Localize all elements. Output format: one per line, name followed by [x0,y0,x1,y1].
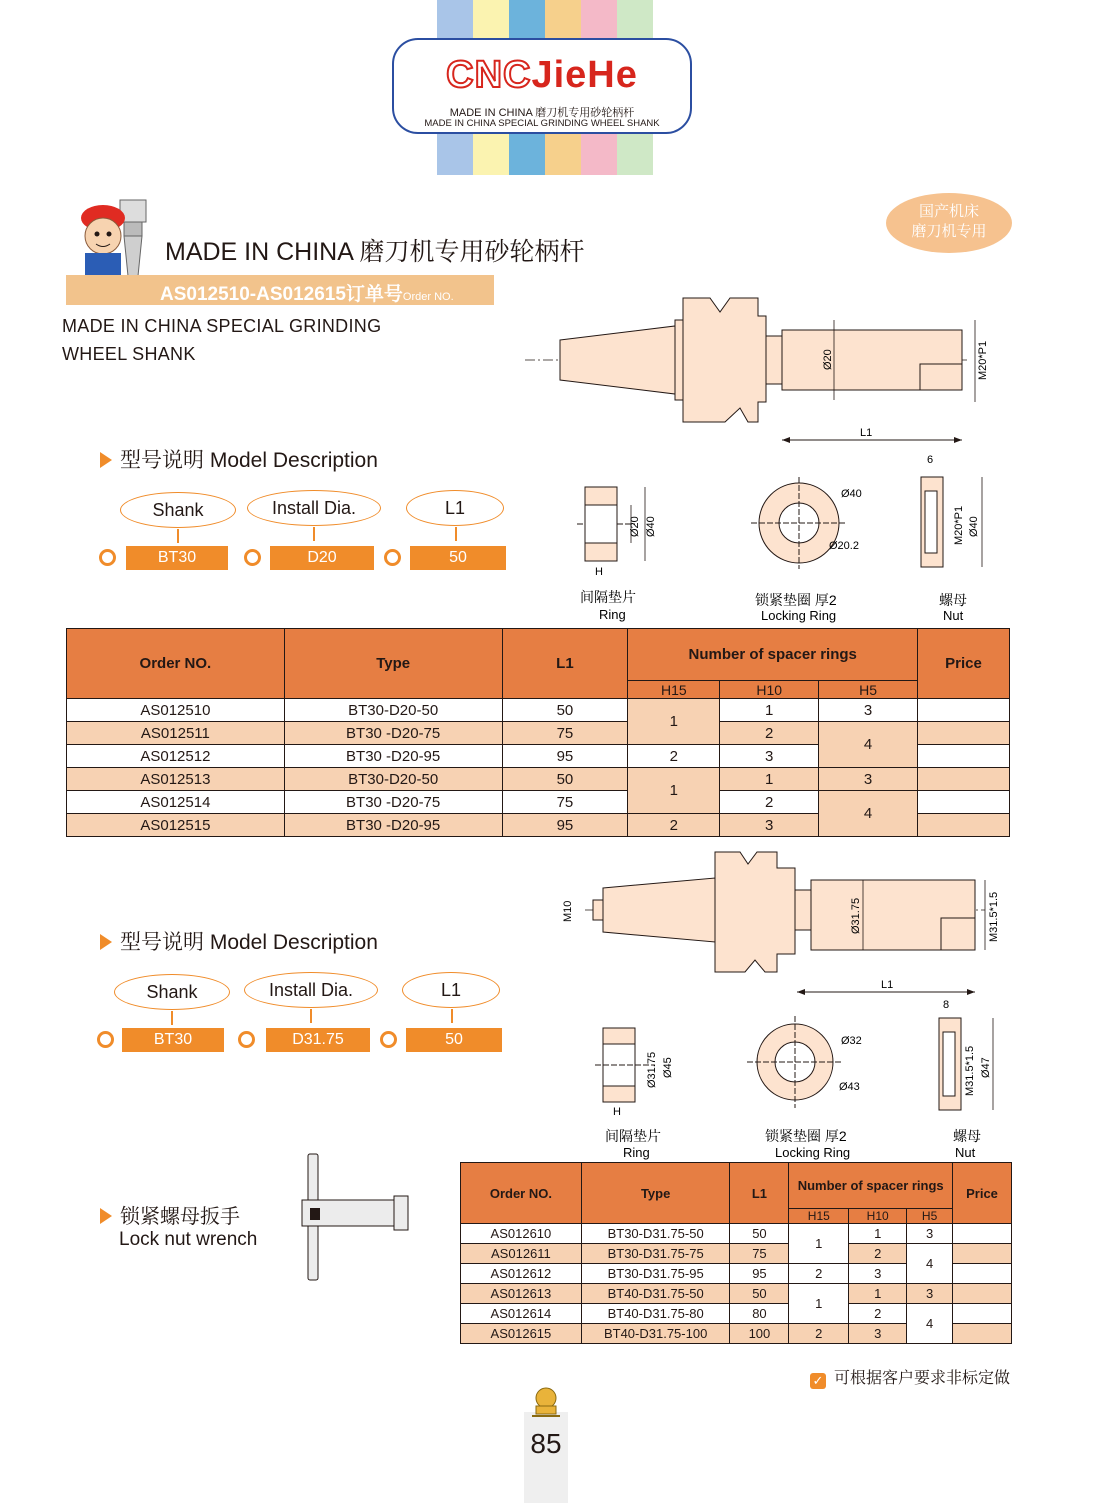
cell-order: AS012613 [461,1284,582,1304]
cell-order: AS012514 [67,791,285,814]
value-install-dia: D31.75 [266,1028,370,1052]
lock-label-cn: 锁紧垫圈 厚2 [765,1128,847,1144]
bullet-dot-icon [244,549,261,566]
cell-l1: 75 [502,722,628,745]
cell-price [953,1324,1012,1344]
cell-price [953,1264,1012,1284]
spec-table-d20 [66,628,1010,837]
cell-price [918,699,1010,722]
dim-lock-d40: Ø40 [841,488,862,500]
model-description-heading [100,444,378,474]
order-range-suffix: Order NO. [402,291,454,303]
bullet-dot-icon [238,1031,255,1048]
cell-h10: 1 [849,1284,907,1304]
value-l1: 50 [406,1028,502,1052]
table-row [67,722,1010,745]
cell-h5: 3 [907,1284,953,1304]
bullet-dot-icon [99,549,116,566]
nut-label-en: Nut [943,608,964,623]
value-l1: 50 [410,546,506,570]
cell-l1: 50 [730,1224,789,1244]
col-type: Type [284,629,502,699]
dim-l1: L1 [881,979,894,991]
cell-h10: 3 [720,745,819,768]
cell-type: BT30-D31.75-50 [581,1224,730,1244]
ring-label-cn: 间隔垫片 [605,1128,661,1144]
cell-h10: 1 [720,768,819,791]
cell-h10: 1 [720,699,819,722]
dim-lock-d202: Ø20.2 [829,540,859,552]
dim-ring-d45: Ø45 [662,1057,674,1078]
brand-logo [392,38,692,134]
cell-order: AS012511 [67,722,285,745]
nut-label-cn: 螺母 [939,592,967,608]
nut-label-cn: 螺母 [953,1128,981,1144]
lock-label-cn: 锁紧垫圈 厚2 [755,592,837,608]
cell-l1: 95 [502,814,628,837]
cell-h10: 2 [720,722,819,745]
col-order: Order NO. [461,1163,582,1224]
custom-order-note [810,1365,1010,1389]
dim-d20: Ø20 [822,349,834,370]
cell-h5: 4 [907,1244,953,1284]
dim-m20: M20*P1 [977,340,989,380]
cell-l1: 80 [730,1304,789,1324]
label-install-dia: Install Dia. [244,972,378,1008]
cell-type: BT40-D31.75-50 [581,1284,730,1304]
dim-nut-6: 6 [927,455,934,466]
brand-jiehe: JieHe [531,54,638,96]
cell-l1: 75 [502,791,628,814]
col-h10: H10 [849,1209,907,1224]
lock-label-en: Locking Ring [775,1145,851,1160]
brand-cnc: CNC [446,54,532,96]
cell-type: BT30 -D20-75 [284,791,502,814]
cell-order: AS012611 [461,1244,582,1264]
cell-l1: 75 [730,1244,789,1264]
cell-h15: 2 [628,745,720,768]
value-shank: BT30 [126,546,228,570]
shank-drawing-d20 [520,290,1000,450]
badge-line: 国产机床 [918,203,979,220]
label-l1: L1 [406,490,504,526]
triangle-bullet-icon [100,452,112,468]
col-price: Price [953,1163,1012,1224]
cell-type: BT30 -D20-95 [284,745,502,768]
triangle-bullet-icon [100,934,112,950]
cell-l1: 50 [730,1284,789,1304]
model-description-heading [100,926,378,956]
dim-nut-d40: Ø40 [968,516,980,537]
bullet-dot-icon [384,549,401,566]
value-shank: BT30 [122,1028,224,1052]
cell-type: BT30-D31.75-75 [581,1244,730,1264]
cell-h10: 2 [849,1304,907,1324]
cell-order: AS012615 [461,1324,582,1344]
model-description-text: 型号说明 Model Description [120,449,378,472]
cell-h15: 1 [628,768,720,814]
cell-price [918,791,1010,814]
cell-price [918,768,1010,791]
cell-type: BT30 -D20-75 [284,722,502,745]
connector [310,1009,312,1023]
cell-h10: 2 [849,1244,907,1264]
connector [313,527,315,541]
ring-label-en: Ring [623,1145,650,1160]
cell-price [918,814,1010,837]
accessory-drawings-1 [575,455,995,625]
cell-order: AS012510 [67,699,285,722]
cell-h15: 2 [628,814,720,837]
cell-h15: 2 [789,1324,849,1344]
badge-line: 磨刀机专用 [911,223,987,240]
cell-type: BT30-D20-50 [284,699,502,722]
dim-nut-d47: Ø47 [980,1057,992,1078]
connector [451,1009,453,1023]
cell-h10: 3 [849,1324,907,1344]
shank-drawing-d3175 [555,850,1035,1000]
accessory-drawings-2 [595,998,1005,1163]
ring-label-en: Ring [599,607,626,622]
order-range [160,279,454,306]
table-row [67,791,1010,814]
product-subtitle-line: WHEEL SHANK [62,344,196,364]
cell-h10: 3 [849,1264,907,1284]
dim-d3175: Ø31.75 [850,897,862,934]
col-type: Type [581,1163,730,1224]
table-row [461,1244,1012,1264]
custom-order-note-text: 可根据客户要求非标定做 [833,1370,1010,1387]
bullet-dot-icon [97,1031,114,1048]
dim-nut-m20: M20*P1 [953,505,965,545]
model-description-text: 型号说明 Model Description [120,931,378,954]
dim-ring-d40: Ø40 [645,516,657,537]
brand-subtitle-cn: MADE IN CHINA 磨刀机专用砂轮柄杆 [449,107,635,119]
wrench-icon [290,1150,420,1285]
cell-h5: 4 [819,791,918,837]
col-spacer: Number of spacer rings [789,1163,953,1209]
label-l1: L1 [402,972,500,1008]
domestic-badge [886,193,1012,253]
page-title: MADE IN CHINA 磨刀机专用砂轮柄杆 [165,238,585,266]
table-row [67,768,1010,791]
cell-order: AS012614 [461,1304,582,1324]
cell-h15: 2 [789,1264,849,1284]
cell-order: AS012612 [461,1264,582,1284]
wrench-heading [100,1200,240,1229]
wrench-label-cn: 锁紧螺母扳手 [120,1206,240,1228]
col-h10: H10 [720,681,819,699]
cell-price [953,1284,1012,1304]
cell-h15: 1 [789,1284,849,1324]
wrench-label-en: Lock nut wrench [119,1229,258,1250]
cell-l1: 100 [730,1324,789,1344]
cell-price [953,1224,1012,1244]
cell-h15: 1 [628,699,720,745]
order-range-text: AS012510-AS012615订单号 [160,284,403,305]
cell-type: BT30-D31.75-95 [581,1264,730,1284]
cell-type: BT30-D20-50 [284,768,502,791]
dim-ring-h: H [613,1106,621,1118]
cell-price [953,1304,1012,1324]
cell-price [918,745,1010,768]
cell-h10: 2 [720,791,819,814]
cell-price [918,722,1010,745]
bullet-dot-icon [380,1031,397,1048]
triangle-bullet-icon [100,1208,112,1224]
cell-type: BT40-D31.75-80 [581,1304,730,1324]
col-order: Order NO. [67,629,285,699]
ring-label-cn: 间隔垫片 [580,589,636,605]
dim-ring-h: H [595,566,603,578]
cell-l1: 50 [502,699,628,722]
dim-m10: M10 [562,900,574,922]
dim-lock-d32: Ø32 [841,1035,862,1047]
col-l1: L1 [730,1163,789,1224]
lock-label-en: Locking Ring [761,608,837,623]
cell-type: BT40-D31.75-100 [581,1324,730,1344]
col-h5: H5 [819,681,918,699]
brand-subtitle-en: MADE IN CHINA SPECIAL GRINDING WHEEL SHANK [424,118,660,129]
cell-order: AS012513 [67,768,285,791]
dim-l1: L1 [860,427,873,439]
table-row [461,1304,1012,1324]
label-shank: Shank [120,492,236,528]
cell-h5: 4 [819,722,918,768]
table-row [461,1284,1012,1304]
dim-nut-m315: M31.5*1.5 [964,1045,976,1096]
dim-m315: M31.5*1.5 [988,891,1000,942]
dim-lock-d43: Ø43 [839,1081,860,1093]
connector [177,529,179,543]
dim-nut-8: 8 [943,999,950,1011]
cell-h15: 1 [789,1224,849,1264]
cell-h5: 3 [819,699,918,722]
cell-h5: 3 [819,768,918,791]
gear-mascot-icon [528,1386,564,1420]
col-h15: H15 [628,681,720,699]
product-subtitle [62,312,381,368]
col-h15: H15 [789,1209,849,1224]
product-subtitle-line: MADE IN CHINA SPECIAL GRINDING [62,316,382,336]
cell-l1: 95 [502,745,628,768]
dim-ring-d3175: Ø31.75 [646,1051,658,1088]
check-icon: ✓ [810,1373,826,1389]
brand-name [394,54,690,97]
label-shank: Shank [114,974,230,1010]
connector [171,1011,173,1025]
nut-label-en: Nut [955,1145,976,1160]
cell-order: AS012515 [67,814,285,837]
col-price: Price [918,629,1010,699]
cell-h10: 3 [720,814,819,837]
page-number: 85 [530,1428,562,1459]
cell-order: AS012512 [67,745,285,768]
cell-order: AS012610 [461,1224,582,1244]
cell-type: BT30 -D20-95 [284,814,502,837]
col-spacer: Number of spacer rings [628,629,918,681]
value-install-dia: D20 [270,546,374,570]
col-h5: H5 [907,1209,953,1224]
cell-price [953,1244,1012,1264]
cell-l1: 95 [730,1264,789,1284]
table-row [67,699,1010,722]
table-row [461,1224,1012,1244]
cell-h5: 4 [907,1304,953,1344]
cell-l1: 50 [502,768,628,791]
spec-table-d3175 [460,1162,1012,1344]
connector [455,527,457,541]
cell-h10: 1 [849,1224,907,1244]
col-l1: L1 [502,629,628,699]
label-install-dia: Install Dia. [247,490,381,526]
dim-ring-d20: Ø20 [629,516,641,537]
cell-h5: 3 [907,1224,953,1244]
